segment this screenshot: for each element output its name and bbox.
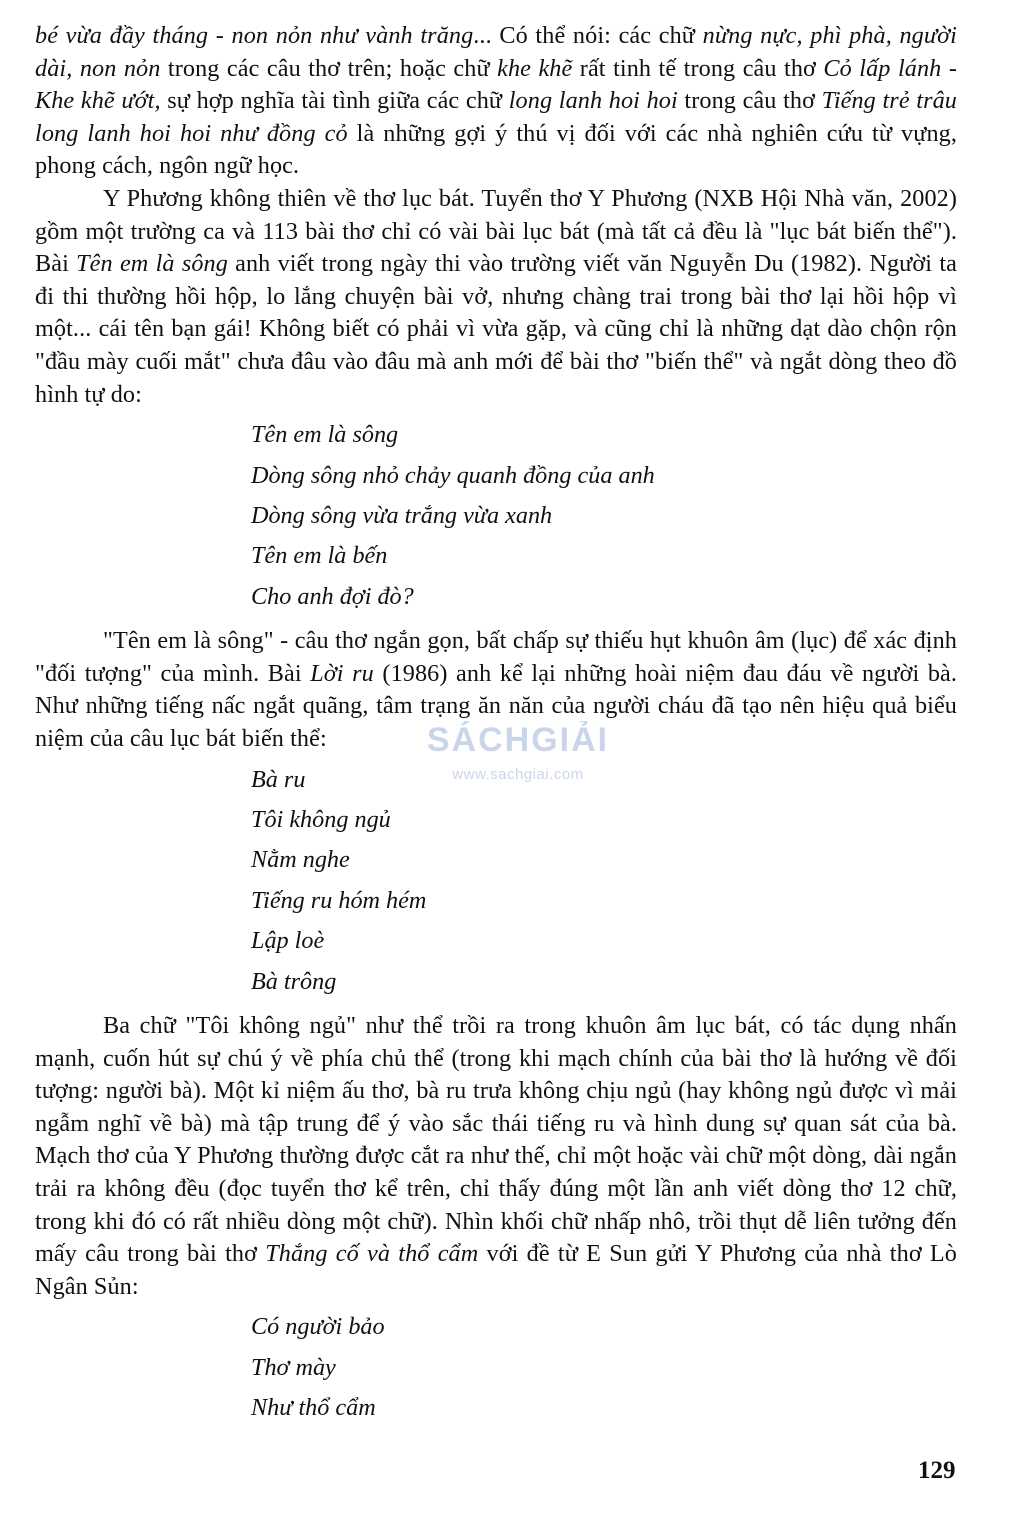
- watermark-url: www.sachgiai.com: [452, 766, 584, 783]
- text-run: trong câu thơ: [677, 87, 822, 115]
- poem-line: Tiếng ru hóm hém: [251, 886, 427, 914]
- paragraph-4: [35, 1010, 957, 1303]
- italic-text: bé vừa đầy tháng - non nỏn như vành trăng: [35, 22, 474, 49]
- poem-line: Thơ mày: [251, 1353, 336, 1381]
- poem-line: Dòng sông vừa trắng vừa xanh: [251, 501, 553, 529]
- poem-line: Bà trông: [251, 967, 337, 995]
- text-run: (1986) anh kể lại những hoài niệm đau đáu về người bà. Như những tiếng nấc ngắt quãng, tâm trạng ăn năn của người cháu đã tạo nên hiệu quả biểu niệm của câu lục bát biến thể:: [35, 659, 958, 752]
- watermark-logo: SÁCHGIẢI: [426, 721, 610, 759]
- text-run: Ba chữ "Tôi không ngủ" như thể trồi ra trong khuôn âm lục bát, có tác dụng nhấn mạnh, cuốn hút sự chú ý về phía chủ thể (trong khi mạch chính của bài thơ là hướng về đối tượng: người bà). Một kỉ niệm ấu thơ, bà ru trưa không chịu ngủ (hay không ngủ được vì mải ngẫm nghĩ về bà) mà tập trung để ý vào sắc thái tiếng ru và hình dung sự quan sát của bà. Mạch thơ của Y Phương thường được cắt ra như thế, chỉ một hoặc vài chữ một dòng, dài ngắn trải ra không đều (đọc tuyển thơ kể trên, chỉ thấy đúng một lần anh viết dòng thơ 12 chữ, trong khi đó có rất nhiều dòng một chữ). Nhìn khối chữ nhấp nhô, trồi thụt dễ liên tưởng đến mấy câu trong bài thơ: [35, 1011, 957, 1268]
- poem-thang-co: [35, 1307, 957, 1428]
- poem-line: Có người bảo: [251, 1313, 385, 1341]
- italic-text: long lanh hoi hoi: [508, 87, 678, 115]
- italic-text: khe khẽ: [497, 54, 573, 82]
- italic-text: Tiếng trẻ trâu long lanh hoi hoi như đồng cỏ: [35, 87, 957, 147]
- page-body: [35, 20, 957, 1437]
- paragraph-2: [35, 183, 957, 411]
- poem-line: Như thổ cẩm: [251, 1394, 376, 1422]
- poem-line: Nằm nghe: [251, 846, 350, 874]
- italic-text: Thắng cố và thổ cẩm: [265, 1240, 479, 1268]
- paragraph-1: [35, 20, 957, 183]
- text-run: anh viết trong ngày thi vào trường viết văn Nguyễn Du (1982). Người ta đi thi thường hồi hộp, lo lắng chuyện bài vở, nhưng chàng trai trong bài thơ lại hồi hộp vì một... cái tên bạn gái! Không biết có phải vì vừa gặp, và cũng chỉ là những dạt dào chộn rộn "đầu mày cuối mắt" chưa đâu vào đâu mà anh mới để bài thơ "biến thể" và ngắt dòng theo đồ hình tự do:: [35, 250, 957, 408]
- paragraph-3: [35, 625, 957, 755]
- text-run: trong các câu thơ trên; hoặc chữ: [160, 54, 498, 82]
- text-run: Y Phương không thiên về thơ lục bát. Tuyển thơ Y Phương (NXB Hội Nhà văn, 2002) gồm một trường ca và 113 bài thơ chỉ có vài bài lục bát (mà tất cả đều là "lục bát biến thể"). Bài: [35, 184, 957, 278]
- text-run: rất tinh tế trong câu thơ: [572, 54, 824, 82]
- italic-text: Tên em là sông: [76, 250, 228, 278]
- text-run: ... Có thể nói: các chữ: [473, 22, 703, 49]
- italic-text: Lời ru: [310, 659, 374, 687]
- poem-line: Tên em là sông: [251, 421, 399, 449]
- poem-line: Lập loè: [251, 927, 325, 955]
- poem-line: Tôi không ngủ: [251, 805, 391, 833]
- text-run: sự hợp nghĩa tài tình giữa các chữ: [160, 87, 509, 115]
- italic-text: nừng nực, phì phà, người dài, non nỏn: [35, 22, 957, 82]
- poem-line: Bà ru: [251, 765, 306, 793]
- poem-line: Cho anh đợi đò?: [251, 582, 414, 610]
- italic-text: Cỏ lấp lánh - Khe khẽ ướt,: [35, 54, 957, 115]
- page-number: 129: [918, 1457, 956, 1484]
- poem-line: Tên em là bến: [251, 542, 388, 570]
- poem-loi-ru: [35, 760, 957, 1002]
- poem-line: Dòng sông nhỏ chảy quanh đồng của anh: [251, 461, 655, 489]
- text-run: với đề từ E Sun gửi Y Phương của nhà thơ Lò Ngân Sủn:: [35, 1240, 957, 1300]
- text-run: "Tên em là sông" - câu thơ ngắn gọn, bất chấp sự thiếu hụt khuôn âm (lục) để xác định "đối tượng" của mình. Bài: [35, 627, 957, 687]
- poem-ten-em-la-song: [35, 415, 957, 617]
- text-run: là những gợi ý thú vị đối với các nhà nghiên cứu từ vựng, phong cách, ngôn ngữ học.: [35, 119, 957, 180]
